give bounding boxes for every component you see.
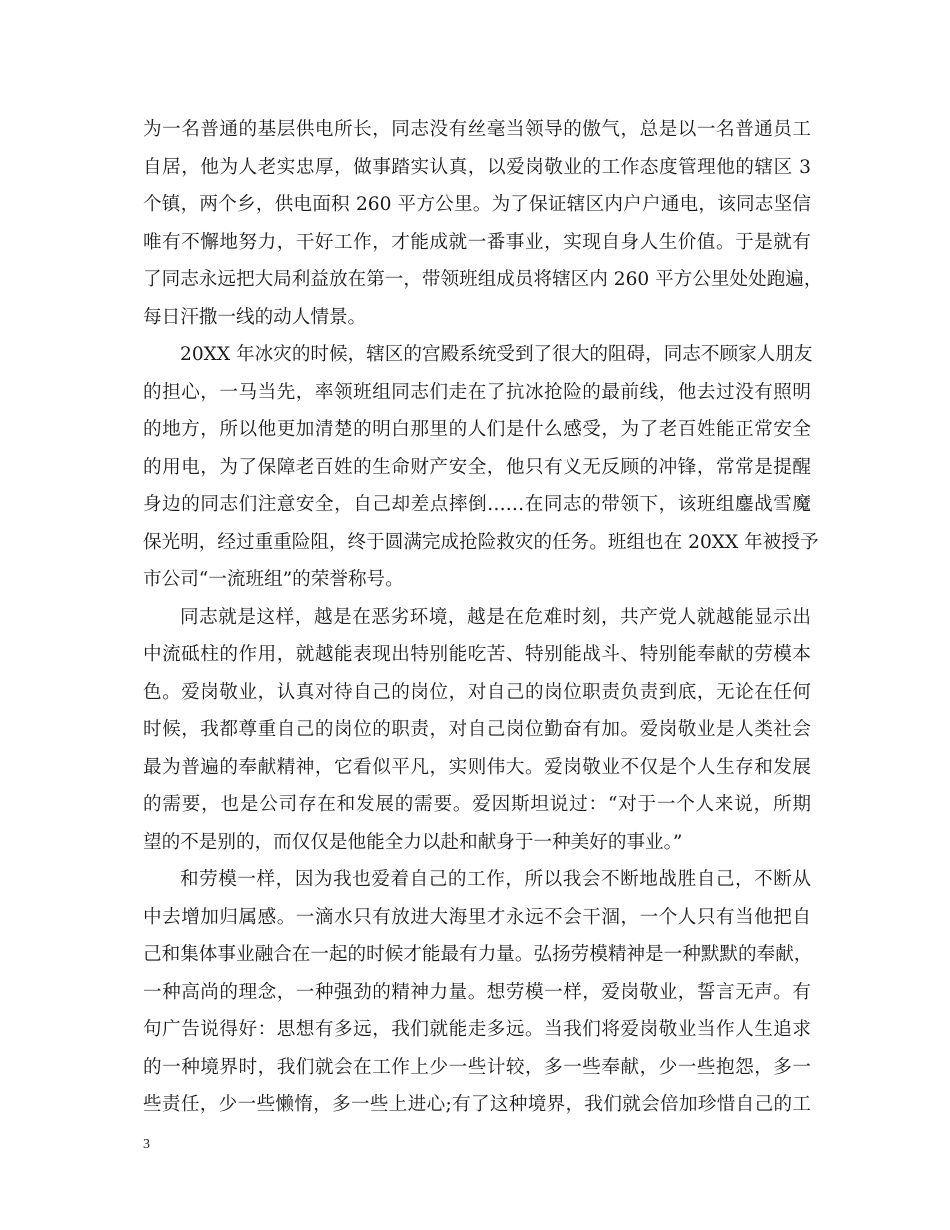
text-line: 中流砥柱的作用，就越能表现出特别能吃苦、特别能战斗、特别能奉献的劳模本: [143, 644, 811, 665]
text-line: 一种高尚的理念，一种强劲的精神力量。想劳模一样，爱岗敬业，誓言无声。有: [143, 981, 811, 1003]
text-line: 色。爱岗敬业，认真对待自己的岗位，对自己的岗位职责负责到底，无论在任何: [143, 681, 811, 703]
text-line: 的担心，一马当先，率领班组同志们走在了抗冰抢险的最前线，他去过没有照明: [143, 381, 811, 403]
paragraph-first-line: 20XX 年冰灾的时候，辖区的宫殿系统受到了很大的阻碍，同志不顾家人朋友: [180, 344, 813, 365]
text-line: 己和集体事业融合在一起的时候才能最有力量。弘扬劳模精神是一种默默的奉献，: [143, 944, 813, 965]
text-line: 中去增加归属感。一滴水只有放进大海里才永远不会干涸，一个人只有当他把自: [143, 906, 811, 928]
text-line: 个镇，两个乡，供电面积 260 平方公里。为了保证辖区内户户通电，该同志坚信: [143, 194, 811, 215]
text-line: 些责任，少一些懒惰，多一些上进心;有了这种境界，我们就会倍加珍惜自己的工: [143, 1094, 811, 1115]
text-line: 自居，他为人老实忠厚，做事踏实认真，以爱岗敬业的工作态度管理他的辖区 3: [143, 156, 811, 178]
text-line: 的用电，为了保障老百姓的生命财产安全，他只有义无反顾的冲锋，常常是提醒: [143, 456, 811, 478]
paragraph-first-line: 同志就是这样，越是在恶劣环境，越是在危难时刻，共产党人就越能显示出: [180, 606, 811, 628]
text-line: 保光明，经过重重险阻，终于圆满完成抢险救灾的任务。班组也在 20XX 年被授予: [143, 531, 819, 553]
text-line: 句广告说得好：思想有多远，我们就能走多远。当我们将爱岗敬业当作人生追求: [143, 1019, 811, 1040]
text-line: 身边的同志们注意安全，自己却差点摔倒……在同志的带领下，该班组鏖战雪魔: [143, 494, 811, 515]
text-line: 市公司“一流班组”的荣誉称号。: [143, 569, 404, 590]
text-line: 为一名普通的基层供电所长，同志没有丝毫当领导的傲气，总是以一名普通员工: [143, 119, 811, 140]
text-line: 的需要，也是公司存在和发展的需要。爱因斯坦说过：“对于一个人来说，所期: [143, 794, 811, 815]
text-line: 时候，我都尊重自己的岗位的职责，对自己岗位勤奋有加。爱岗敬业是人类社会: [143, 719, 811, 740]
text-line: 的一种境界时，我们就会在工作上少一些计较，多一些奉献，少一些抱怨，多一: [143, 1056, 811, 1078]
body-text: [143, 111, 823, 1124]
text-line: 最为普遍的奉献精神，它看似平凡，实则伟大。爱岗敬业不仅是个人生存和发展: [143, 756, 811, 778]
paragraph-first-line: 和劳模一样，因为我也爱着自己的工作，所以我会不断地战胜自己，不断从: [180, 869, 811, 890]
text-line: 望的不是别的，而仅仅是他能全力以赴和献身于一种美好的事业。”: [143, 831, 683, 853]
page-number: 3: [143, 1137, 150, 1152]
text-line: 的地方，所以他更加清楚的明白那里的人们是什么感受，为了老百姓能正常安全: [143, 419, 811, 440]
text-line: 了同志永远把大局利益放在第一，带领班组成员将辖区内 260 平方公里处处跑遍，: [143, 269, 823, 290]
text-line: 唯有不懈地努力，干好工作，才能成就一番事业，实现自身人生价值。于是就有: [143, 231, 811, 253]
text-line: 每日汗撒一线的动人情景。: [143, 306, 367, 328]
